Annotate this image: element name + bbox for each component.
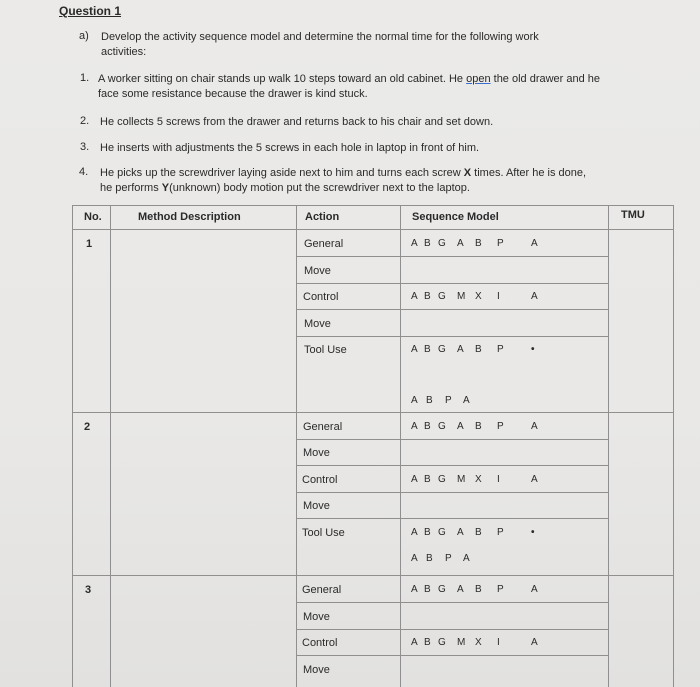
header-action: Action (305, 211, 340, 223)
sequence-letter: A (411, 421, 418, 432)
item-2-number: 2. (80, 115, 90, 127)
sequence-letter: A (531, 421, 538, 432)
action-tool-use: Tool Use (304, 344, 347, 356)
col-sequence-border (608, 205, 609, 687)
sequence-letter: B (475, 344, 482, 355)
table-left-border (72, 205, 73, 687)
subrow-line (296, 336, 608, 337)
sequence-letter: P (445, 395, 452, 406)
sequence-letter: B (424, 291, 431, 302)
sequence-letter: G (438, 474, 446, 485)
sequence-letter: X (475, 291, 482, 302)
sequence-letter: A (457, 584, 464, 595)
part-instructions: Develop the activity sequence model and determine the normal time for the following work activities: (101, 31, 539, 58)
item-3-text: He inserts with adjustments the 5 screws in each hole in laptop in front of him. (100, 142, 480, 154)
header-no: No. (84, 211, 102, 223)
sequence-letter: I (497, 474, 500, 485)
row-3-number: 3 (85, 584, 92, 596)
action-control: Control (302, 637, 338, 649)
action-general: General (304, 238, 344, 250)
sequence-letter: A (531, 291, 538, 302)
sequence-letter: G (438, 291, 446, 302)
item-3-number: 3. (80, 141, 90, 153)
sequence-letter: X (475, 637, 482, 648)
header-tmu: TMU (621, 209, 645, 221)
action-move: Move (303, 611, 330, 623)
table-header-border (72, 229, 674, 230)
subrow-line (296, 492, 608, 493)
col-action-border (400, 205, 401, 687)
sequence-letter: B (424, 344, 431, 355)
sequence-letter: A (531, 584, 538, 595)
sequence-letter: A (463, 395, 470, 406)
sequence-letter: A (411, 474, 418, 485)
action-control: Control (303, 291, 339, 303)
sequence-letter: P (497, 527, 504, 538)
item-2-text: He collects 5 screws from the drawer and returns back to his chair and set down. (100, 116, 494, 128)
sequence-letter: A (531, 637, 538, 648)
subrow-line (296, 439, 608, 440)
subrow-line (296, 602, 608, 603)
sequence-letter: • (531, 527, 535, 538)
sequence-letter: G (438, 637, 446, 648)
action-tool-use: Tool Use (302, 527, 345, 539)
question-title: Question 1 (59, 4, 122, 18)
sequence-letter: B (426, 395, 433, 406)
subrow-line (296, 518, 608, 519)
sequence-letter: A (457, 238, 464, 249)
sequence-letter: A (411, 637, 418, 648)
sequence-letter: B (475, 421, 482, 432)
sequence-letter: X (475, 474, 482, 485)
sequence-letter: A (411, 553, 418, 564)
sequence-letter: A (411, 238, 418, 249)
item-4-text: He picks up the screwdriver laying aside next to him and turns each screw X times. After he is done, he performs Y(unknown) body motion put the screwdriver next to the laptop. (100, 167, 587, 194)
action-move: Move (303, 664, 330, 676)
sequence-letter: A (457, 344, 464, 355)
subrow-line (296, 629, 608, 630)
sequence-letter: I (497, 637, 500, 648)
sequence-letter: B (426, 553, 433, 564)
sequence-letter: P (497, 344, 504, 355)
sequence-letter: A (531, 474, 538, 485)
action-move: Move (303, 447, 330, 459)
subrow-line (296, 465, 608, 466)
row-2-number: 2 (84, 421, 91, 433)
subrow-line (296, 256, 608, 257)
action-move: Move (304, 265, 331, 277)
sequence-letter: B (424, 238, 431, 249)
row-1-border (72, 412, 674, 413)
sequence-letter: G (438, 527, 446, 538)
action-general: General (303, 421, 343, 433)
sequence-letter: A (457, 421, 464, 432)
header-sequence-model: Sequence Model (412, 211, 499, 223)
sequence-letter: B (424, 637, 431, 648)
table-top-border (72, 205, 674, 206)
sequence-letter: B (475, 584, 482, 595)
sequence-letter: B (424, 527, 431, 538)
item-1-number: 1. (80, 72, 90, 84)
sequence-letter: M (457, 291, 466, 302)
header-method-description: Method Description (138, 211, 241, 223)
item-4-number: 4. (79, 166, 89, 178)
part-letter: a) (79, 30, 89, 42)
sequence-letter: I (497, 291, 500, 302)
row-1-number: 1 (86, 238, 93, 250)
sequence-letter: B (424, 421, 431, 432)
sequence-letter: P (497, 238, 504, 249)
action-move: Move (303, 500, 330, 512)
col-method-border (296, 205, 297, 687)
sequence-letter: A (411, 395, 418, 406)
sequence-letter: A (457, 527, 464, 538)
sequence-letter: G (438, 238, 446, 249)
subrow-line (296, 655, 608, 656)
col-no-border (110, 205, 111, 687)
sequence-letter: B (424, 584, 431, 595)
sequence-letter: M (457, 474, 466, 485)
action-move: Move (304, 318, 331, 330)
action-control: Control (302, 474, 338, 486)
sequence-letter: A (411, 344, 418, 355)
sequence-letter: A (411, 584, 418, 595)
sequence-letter: B (475, 238, 482, 249)
sequence-letter: B (424, 474, 431, 485)
sequence-letter: A (411, 527, 418, 538)
row-2-border (72, 575, 674, 576)
sequence-letter: P (445, 553, 452, 564)
sequence-letter: B (475, 527, 482, 538)
sequence-letter: M (457, 637, 466, 648)
item-1-text: A worker sitting on chair stands up walk 10 steps toward an old cabinet. He open the old drawer and he face some resistance because the drawer is kind stuck. (98, 73, 601, 100)
sequence-letter: • (531, 344, 535, 355)
action-general: General (302, 584, 342, 596)
sequence-letter: P (497, 421, 504, 432)
sequence-letter: G (438, 344, 446, 355)
sequence-letter: A (463, 553, 470, 564)
subrow-line (296, 283, 608, 284)
sequence-letter: A (411, 291, 418, 302)
sequence-letter: A (531, 238, 538, 249)
table-right-border (673, 205, 674, 687)
sequence-letter: P (497, 584, 504, 595)
subrow-line (296, 309, 608, 310)
sequence-letter: G (438, 584, 446, 595)
sequence-letter: G (438, 421, 446, 432)
